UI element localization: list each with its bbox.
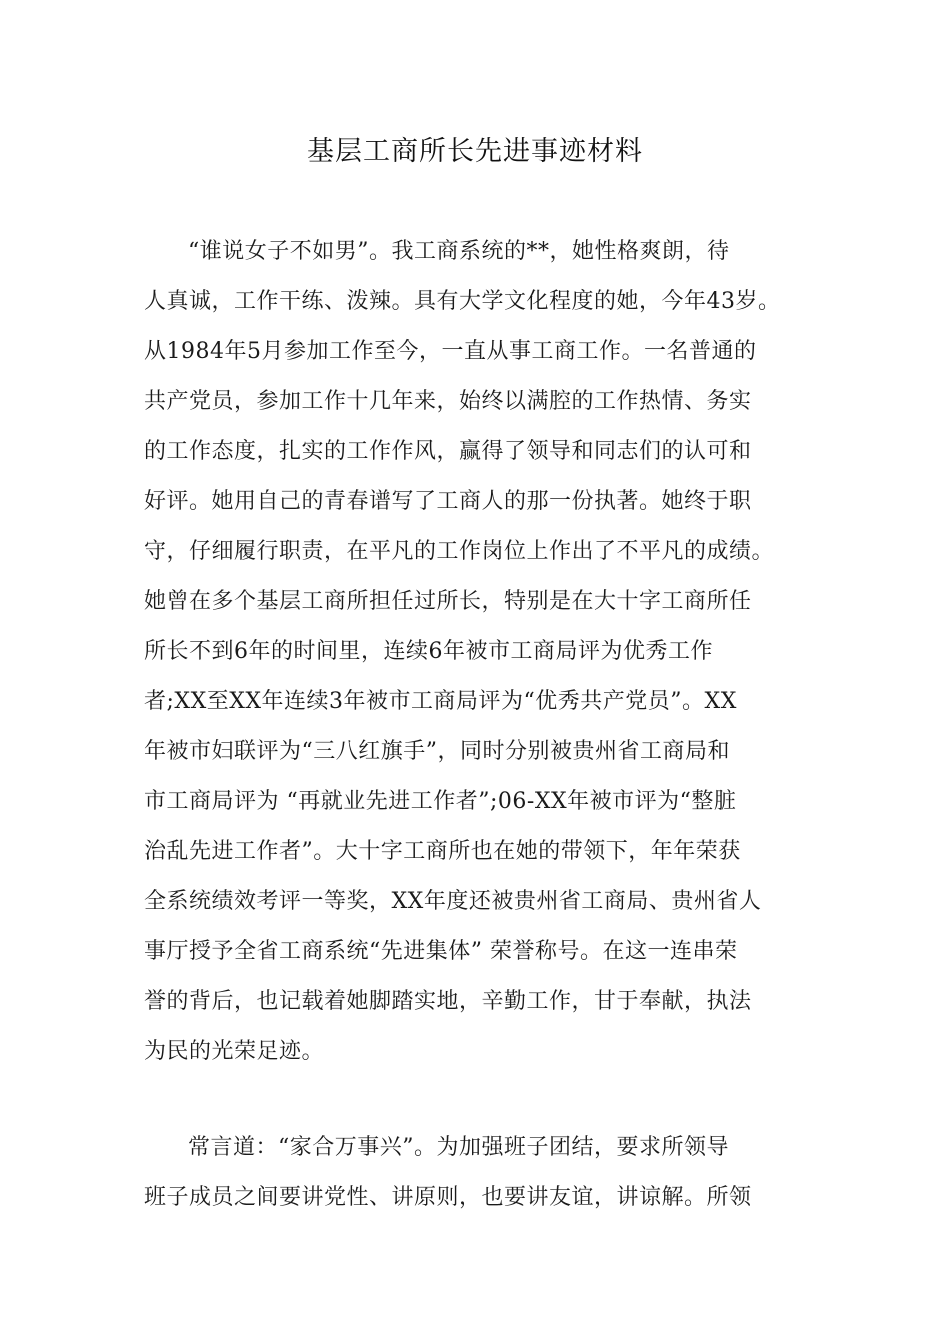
text-line: 共产党员，参加工作十几年来，始终以满腔的工作热情、务实 [144,389,752,414]
text-line: 全系统绩效考评一等奖，XX年度还被贵州省工商局、贵州省人 [144,889,762,914]
text-line: 的工作态度，扎实的工作作风，赢得了领导和同志们的认可和 [144,439,752,464]
document-title: 基层工商所长先进事迹材料 [307,136,643,167]
text-line: 誉的背后，也记载着她脚踏实地，辛勤工作，甘于奉献，执法 [144,989,752,1014]
text-line: 常言道：“家合万事兴”。为加强班子团结，要求所领导 [188,1135,729,1160]
text-line: 好评。她用自己的青春谱写了工商人的那一份执著。她终于职 [144,489,752,514]
text-line: 事厅授予全省工商系统“先进集体” 荣誉称号。在这一连串荣 [144,939,738,964]
text-line: 她曾在多个基层工商所担任过所长，特别是在大十字工商所任 [144,589,752,614]
text-line: 者;XX至XX年连续3年被市工商局评为“优秀共产党员”。XX [144,689,737,714]
text-line: 班子成员之间要讲党性、讲原则，也要讲友谊，讲谅解。所领 [144,1185,752,1210]
text-line: 人真诚，工作干练、泼辣。具有大学文化程度的她，今年43岁。 [144,289,781,314]
text-line: 所长不到6年的时间里，连续6年被市工商局评为优秀工作 [144,639,713,664]
paragraph-1 [144,227,809,1077]
text-line: 守，仔细履行职责，在平凡的工作岗位上作出了不平凡的成绩。 [144,539,775,564]
text-line: 从1984年5月参加工作至今，一直从事工商工作。一名普通的 [144,339,757,364]
text-line: 年被市妇联评为“三八红旗手”，同时分别被贵州省工商局和 [144,739,730,764]
text-line: 为民的光荣足迹。 [144,1039,325,1064]
text-line: 市工商局评为 “再就业先进工作者”;06-XX年被市评为“整脏 [144,789,737,814]
text-line: 治乱先进工作者”。大十字工商所也在她的带领下，年年荣获 [144,839,741,864]
text-line: “谁说女子不如男”。我工商系统的**，她性格爽朗，待 [188,239,730,264]
paragraph-2 [144,1123,809,1223]
